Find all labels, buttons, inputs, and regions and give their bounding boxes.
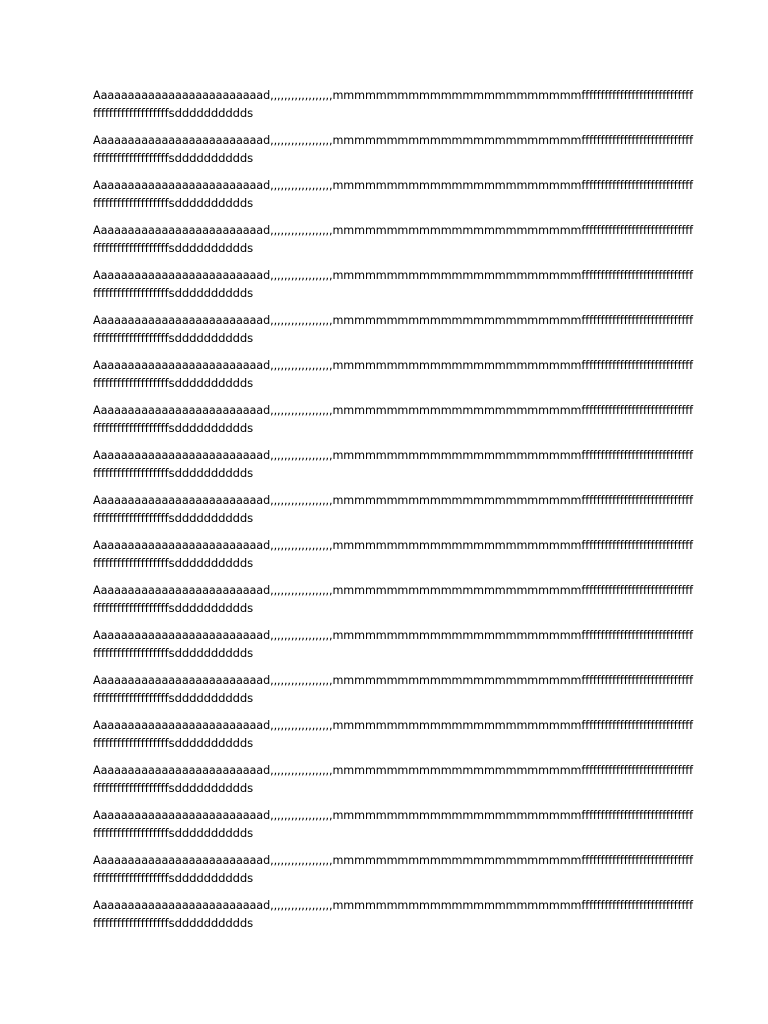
paragraph: [93, 896, 693, 932]
paragraph-line-1: Aaaaaaaaaaaaaaaaaaaaaaaaad,,,,,,,,,,,,,,,,,,mmmmmmmmmmmmmmmmmmmmmmmfffffffffffffffffffffffffffff: [93, 763, 694, 777]
paragraph-line-2: fffffffffffffffffffsdddddddddds: [93, 736, 254, 750]
paragraph-line-1: Aaaaaaaaaaaaaaaaaaaaaaaaad,,,,,,,,,,,,,,,,,,mmmmmmmmmmmmmmmmmmmmmmmfffffffffffffffffffffffffffff: [93, 898, 694, 912]
paragraph: [93, 446, 693, 482]
paragraph: [93, 761, 693, 797]
paragraph-line-1: Aaaaaaaaaaaaaaaaaaaaaaaaad,,,,,,,,,,,,,,,,,,mmmmmmmmmmmmmmmmmmmmmmmfffffffffffffffffffffffffffff: [93, 718, 694, 732]
paragraph-line-2: fffffffffffffffffffsdddddddddds: [93, 331, 254, 345]
paragraph-line-1: Aaaaaaaaaaaaaaaaaaaaaaaaad,,,,,,,,,,,,,,,,,,mmmmmmmmmmmmmmmmmmmmmmmfffffffffffffffffffffffffffff: [93, 313, 694, 327]
paragraph: [93, 401, 693, 437]
paragraph: [93, 626, 693, 662]
paragraph-line-1: Aaaaaaaaaaaaaaaaaaaaaaaaad,,,,,,,,,,,,,,,,,,mmmmmmmmmmmmmmmmmmmmmmmfffffffffffffffffffffffffffff: [93, 493, 694, 507]
paragraph: [93, 851, 693, 887]
paragraph-line-1: Aaaaaaaaaaaaaaaaaaaaaaaaad,,,,,,,,,,,,,,,,,,mmmmmmmmmmmmmmmmmmmmmmmfffffffffffffffffffffffffffff: [93, 223, 694, 237]
paragraph-line-2: fffffffffffffffffffsdddddddddds: [93, 826, 254, 840]
paragraph: [93, 536, 693, 572]
paragraph-line-2: fffffffffffffffffffsdddddddddds: [93, 151, 254, 165]
paragraph-line-2: fffffffffffffffffffsdddddddddds: [93, 241, 254, 255]
paragraph: [93, 491, 693, 527]
paragraph: [93, 176, 693, 212]
paragraph-line-1: Aaaaaaaaaaaaaaaaaaaaaaaaad,,,,,,,,,,,,,,,,,,mmmmmmmmmmmmmmmmmmmmmmmfffffffffffffffffffffffffffff: [93, 88, 694, 102]
paragraph-line-2: fffffffffffffffffffsdddddddddds: [93, 421, 254, 435]
paragraph-line-2: fffffffffffffffffffsdddddddddds: [93, 646, 254, 660]
paragraph-line-2: fffffffffffffffffffsdddddddddds: [93, 601, 254, 615]
paragraph: [93, 131, 693, 167]
paragraph-line-2: fffffffffffffffffffsdddddddddds: [93, 106, 254, 120]
paragraph: [93, 806, 693, 842]
paragraph-line-1: Aaaaaaaaaaaaaaaaaaaaaaaaad,,,,,,,,,,,,,,,,,,mmmmmmmmmmmmmmmmmmmmmmmfffffffffffffffffffffffffffff: [93, 628, 694, 642]
paragraph-line-1: Aaaaaaaaaaaaaaaaaaaaaaaaad,,,,,,,,,,,,,,,,,,mmmmmmmmmmmmmmmmmmmmmmmfffffffffffffffffffffffffffff: [93, 268, 694, 282]
paragraph-line-1: Aaaaaaaaaaaaaaaaaaaaaaaaad,,,,,,,,,,,,,,,,,,mmmmmmmmmmmmmmmmmmmmmmmfffffffffffffffffffffffffffff: [93, 178, 694, 192]
paragraph-line-1: Aaaaaaaaaaaaaaaaaaaaaaaaad,,,,,,,,,,,,,,,,,,mmmmmmmmmmmmmmmmmmmmmmmfffffffffffffffffffffffffffff: [93, 808, 694, 822]
paragraph: [93, 671, 693, 707]
paragraph: [93, 356, 693, 392]
paragraph-line-2: fffffffffffffffffffsdddddddddds: [93, 691, 254, 705]
paragraph-line-1: Aaaaaaaaaaaaaaaaaaaaaaaaad,,,,,,,,,,,,,,,,,,mmmmmmmmmmmmmmmmmmmmmmmfffffffffffffffffffffffffffff: [93, 448, 694, 462]
paragraph-line-1: Aaaaaaaaaaaaaaaaaaaaaaaaad,,,,,,,,,,,,,,,,,,mmmmmmmmmmmmmmmmmmmmmmmfffffffffffffffffffffffffffff: [93, 133, 694, 147]
paragraph-line-2: fffffffffffffffffffsdddddddddds: [93, 466, 254, 480]
paragraph-line-1: Aaaaaaaaaaaaaaaaaaaaaaaaad,,,,,,,,,,,,,,,,,,mmmmmmmmmmmmmmmmmmmmmmmfffffffffffffffffffffffffffff: [93, 673, 694, 687]
paragraph-line-1: Aaaaaaaaaaaaaaaaaaaaaaaaad,,,,,,,,,,,,,,,,,,mmmmmmmmmmmmmmmmmmmmmmmfffffffffffffffffffffffffffff: [93, 853, 694, 867]
paragraph-line-2: fffffffffffffffffffsdddddddddds: [93, 556, 254, 570]
document-body: [93, 86, 693, 941]
paragraph-line-2: fffffffffffffffffffsdddddddddds: [93, 511, 254, 525]
paragraph-line-2: fffffffffffffffffffsdddddddddds: [93, 781, 254, 795]
paragraph: [93, 266, 693, 302]
paragraph-line-2: fffffffffffffffffffsdddddddddds: [93, 196, 254, 210]
paragraph-line-1: Aaaaaaaaaaaaaaaaaaaaaaaaad,,,,,,,,,,,,,,,,,,mmmmmmmmmmmmmmmmmmmmmmmfffffffffffffffffffffffffffff: [93, 358, 694, 372]
paragraph-line-1: Aaaaaaaaaaaaaaaaaaaaaaaaad,,,,,,,,,,,,,,,,,,mmmmmmmmmmmmmmmmmmmmmmmfffffffffffffffffffffffffffff: [93, 538, 694, 552]
paragraph: [93, 716, 693, 752]
paragraph-line-1: Aaaaaaaaaaaaaaaaaaaaaaaaad,,,,,,,,,,,,,,,,,,mmmmmmmmmmmmmmmmmmmmmmmfffffffffffffffffffffffffffff: [93, 403, 694, 417]
paragraph-line-2: fffffffffffffffffffsdddddddddds: [93, 286, 254, 300]
paragraph-line-2: fffffffffffffffffffsdddddddddds: [93, 376, 254, 390]
paragraph-line-2: fffffffffffffffffffsdddddddddds: [93, 871, 254, 885]
paragraph: [93, 221, 693, 257]
paragraph-line-2: fffffffffffffffffffsdddddddddds: [93, 916, 254, 930]
paragraph-line-1: Aaaaaaaaaaaaaaaaaaaaaaaaad,,,,,,,,,,,,,,,,,,mmmmmmmmmmmmmmmmmmmmmmmfffffffffffffffffffffffffffff: [93, 583, 694, 597]
paragraph: [93, 581, 693, 617]
paragraph: [93, 311, 693, 347]
paragraph: [93, 86, 693, 122]
